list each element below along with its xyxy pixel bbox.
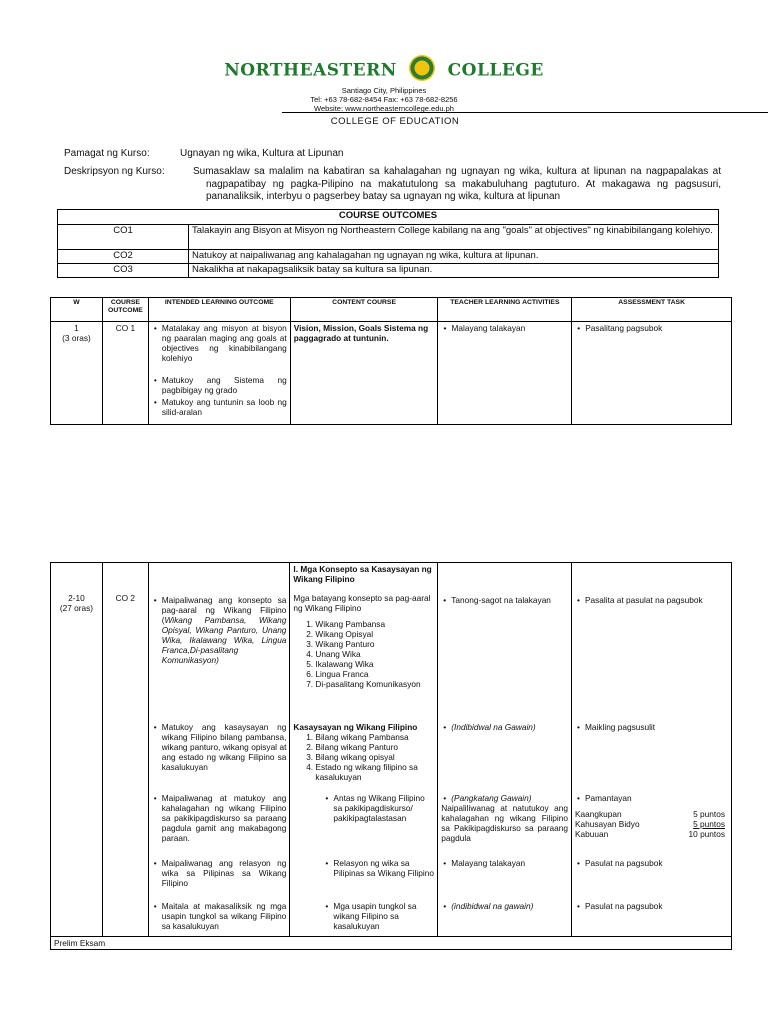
list-item: • Pamantayan — [585, 793, 728, 803]
course-description-label: Deskripsyon ng Kurso: — [64, 166, 165, 177]
list-item: • Matukoy ang kasaysayan ng wikang Filipino bilang pambansa, wikang panturo, wikang opisyal at ang estado ng wikang Filipino sa kasalukuyan — [162, 722, 287, 772]
outcome-code: CO1 — [58, 225, 189, 250]
course-description-value — [193, 166, 721, 204]
rubric — [575, 809, 728, 839]
section-heading: I. Mga Konsepto sa Kasaysayan ng Wikang Filipino — [290, 563, 438, 589]
header-content-course: CONTENT COURSE — [290, 298, 438, 322]
table-row — [51, 322, 732, 425]
content-list — [293, 619, 434, 689]
rubric-points: 5 puntos — [693, 818, 725, 829]
course-outcome-cell: CO 2 — [102, 589, 148, 937]
list-item: • Pasulat na pagsubok — [585, 858, 728, 868]
list-item: 1. Wikang Pambansa — [315, 619, 434, 629]
week-cell-spacer — [51, 563, 103, 589]
header-week: W — [51, 298, 103, 322]
list-item: • Mga usapin tungkol sa wikang Filipino sa kasalukuyan — [333, 901, 434, 931]
content-cell — [290, 854, 438, 899]
table-row — [51, 854, 732, 899]
week-number: 2-10 — [68, 592, 85, 603]
header-teacher-learning-activities: TEACHER LEARNING ACTIVITIES — [438, 298, 572, 322]
content-intro: Mga batayang konsepto sa pag-aaral ng Wikang Filipino — [293, 592, 431, 613]
list-item: • Matukoy ang tuntunin sa loob ng silid-aralan — [162, 397, 287, 417]
list-item: 3. Wikang Panturo — [315, 639, 434, 649]
ilo-cell — [148, 854, 290, 899]
list-item: 2. Bilang wikang Panturo — [315, 742, 434, 752]
college-website: Website: www.northeasterncollege.edu.ph — [314, 104, 454, 113]
ilo-text: Maipaliwanag ang konsepto sa pag-aaral ng Wikang Filipino ( — [161, 594, 287, 625]
activity-cell — [438, 589, 572, 714]
list-item: 4. Unang Wika — [315, 649, 434, 659]
table-row — [51, 936, 732, 949]
outcome-text: Nakalikha at nakapagsaliksik batay sa kultura sa lipunan. — [189, 264, 719, 278]
college-seal-icon — [409, 55, 435, 81]
syllabus-table-weeks2-10 — [50, 562, 732, 950]
ilo-cell — [148, 322, 290, 425]
list-item: 3. Bilang wikang opisyal — [315, 752, 434, 762]
list-item: • Maipaliwanag ang relasyon ng wika sa Pilipinas sa Wikang Filipino — [162, 858, 287, 888]
week-cell — [51, 322, 103, 425]
prelim-exam-row: Prelim Eksam — [51, 936, 732, 949]
list-item: • (Indibidwal na Gawain) — [451, 722, 568, 732]
assessment-cell — [571, 714, 731, 789]
college-name-left: NORTHEASTERN — [224, 60, 397, 81]
table-row — [58, 250, 719, 264]
header-course-outcome: COURSE OUTCOME — [102, 298, 148, 322]
course-outcomes-heading: COURSE OUTCOMES — [58, 210, 719, 225]
list-item: 4. Estado ng wikang filipino sa kasalukuyan — [315, 762, 434, 782]
list-item: 6. Lingua Franca — [315, 669, 434, 679]
week-hours: (27 oras) — [59, 602, 94, 613]
table-row — [51, 714, 732, 789]
outcome-text: Talakayin ang Bisyon at Misyon ng Northeastern College kabilang na ang "goals" at objectives" ng kinabibilangang kolehiyo. — [189, 225, 719, 250]
header-divider — [282, 112, 768, 113]
week-number: 1 — [74, 323, 79, 333]
outcome-text: Natukoy at naipaliwanag ang kahalagahan ng ugnayan ng wika, kultura at lipunan. — [189, 250, 719, 264]
list-item: • Pasalita at pasulat na pagsubok — [585, 595, 728, 605]
ilo-spacer — [148, 563, 290, 589]
course-outcome-spacer — [102, 563, 148, 589]
college-name-right: COLLEGE — [447, 60, 544, 81]
list-item: • Matalakay ang misyon at bisyon ng paaralan maging ang goals at objectives ng kinabibilangang kolehiyo — [162, 323, 287, 363]
table-row — [51, 589, 732, 714]
course-title-value: Ugnayan ng wika, Kultura at Lipunan — [180, 148, 344, 159]
activity-spacer — [438, 563, 572, 589]
ilo-cell — [148, 899, 290, 937]
list-item: • (indibidwal na gawain) — [451, 901, 568, 911]
assessment-cell — [571, 589, 731, 714]
course-outcome-cell: CO 1 — [102, 322, 148, 425]
rubric-points: 5 puntos — [693, 808, 725, 819]
content-cell — [290, 589, 438, 714]
activity-cell — [438, 854, 572, 899]
list-item: • Antas ng Wikang Filipino sa pakikipagdiskurso/ pakikipagtalastasan — [333, 793, 434, 823]
rubric-label: Kaangkupan — [574, 808, 622, 819]
ilo-italic-text: Wikang Pambansa, Wikang Opisyal, Wikang Panturo, Unang Wika, Ikalawang Wika, Lingua Franca,Di-pasalitang Komunikasyon) — [161, 614, 287, 665]
outcome-code: CO3 — [58, 264, 189, 278]
ilo-cell — [148, 589, 290, 714]
table-row — [51, 789, 732, 854]
syllabus-table-week1 — [50, 297, 732, 425]
activity-text: Naipaliliwanag at natutukoy ang kahalagahan ng wikang Filipino sa Pakikipagdiskurso sa paraang pagdula — [441, 802, 568, 843]
list-item: • Maipaliwanag at matukoy ang kahalagahan ng wikang Filipino sa pakikipagdiskurso sa paraang pagdula gamit ang makabagong paraan. — [162, 793, 287, 843]
outcome-code: CO2 — [58, 250, 189, 264]
list-item: • Maikling pagsusulit — [585, 722, 728, 732]
assessment-cell — [571, 854, 731, 899]
content-heading: Kasaysayan ng Wikang Filipino — [293, 721, 418, 732]
header-assessment-task: ASSESSMENT TASK — [572, 298, 732, 322]
list-item: • Malayang talakayan — [451, 323, 568, 333]
ilo-cell — [148, 714, 290, 789]
college-name — [0, 58, 768, 84]
assessment-cell — [571, 899, 731, 937]
department-name: COLLEGE OF EDUCATION — [330, 116, 460, 127]
week-cell — [51, 589, 103, 937]
list-item: • Matukoy ang Sistema ng pagbibigay ng grado — [162, 375, 287, 395]
course-description-text: Sumasaklaw sa malalim na kabatiran sa kahalagahan ng ugnayan ng wika, kultura at lipunan na nagpapalakas at nagpapatibay ng pagka-Pilipino na makatutulong sa makabuluhang pagtuturo. At makagawa ng pagsusuri, pananaliksik, interbyu o pagserbey batay sa ugnayan ng wika, kultura at lipunan — [193, 166, 721, 202]
activity-cell — [438, 899, 572, 937]
table-row — [58, 264, 719, 278]
list-item: 2. Wikang Opisyal — [315, 629, 434, 639]
content-cell — [290, 899, 438, 937]
table-row — [51, 563, 732, 589]
list-item: • (Pangkatang Gawain) — [451, 793, 568, 803]
list-item: • Relasyon ng wika sa Pilipinas sa Wikang Filipino — [333, 858, 434, 878]
college-phone: Tel: +63 78-682-8454 Fax: +63 78-682-8256 — [310, 95, 458, 104]
college-location: Santiago City, Philippines — [341, 86, 427, 95]
activity-cell — [438, 789, 572, 854]
list-item: • Pasalitang pagsubok — [585, 323, 728, 333]
list-item — [162, 595, 287, 665]
table-row — [58, 225, 719, 250]
assessment-cell — [571, 789, 731, 854]
table-row — [51, 899, 732, 937]
rubric-label: Kabuuan — [574, 828, 609, 839]
table-header-row — [51, 298, 732, 322]
rubric-points: 10 puntos — [688, 828, 725, 839]
list-item: 1. Bilang wikang Pambansa — [315, 732, 434, 742]
list-item: • Maitala at makasaliksik ng mga usapin tungkol sa wikang Filipino sa kasalukuyan — [162, 901, 287, 931]
ilo-cell — [148, 789, 290, 854]
list-item: • Tanong-sagot na talakayan — [451, 595, 568, 605]
content-cell — [290, 789, 438, 854]
course-outcomes-table — [57, 209, 719, 278]
content-cell: Vision, Mission, Goals Sistema ng paggagrado at tuntunin. — [290, 322, 438, 425]
content-list — [293, 732, 434, 782]
header-intended-learning-outcome: INTENDED LEARNING OUTCOME — [148, 298, 290, 322]
content-cell — [290, 714, 438, 789]
assessment-cell — [572, 322, 732, 425]
week-hours: (3 oras) — [62, 333, 91, 343]
course-title-label: Pamagat ng Kurso: — [64, 148, 150, 159]
list-item: 7. Di-pasalitang Komunikasyon — [315, 679, 434, 689]
assessment-spacer — [571, 563, 731, 589]
activity-cell — [438, 322, 572, 425]
list-item: 5. Ikalawang Wika — [315, 659, 434, 669]
list-item: • Malayang talakayan — [451, 858, 568, 868]
activity-cell — [438, 714, 572, 789]
list-item: • Pasulat na pagsubok — [585, 901, 728, 911]
rubric-label: Kahusayan Bidyo — [574, 818, 640, 829]
